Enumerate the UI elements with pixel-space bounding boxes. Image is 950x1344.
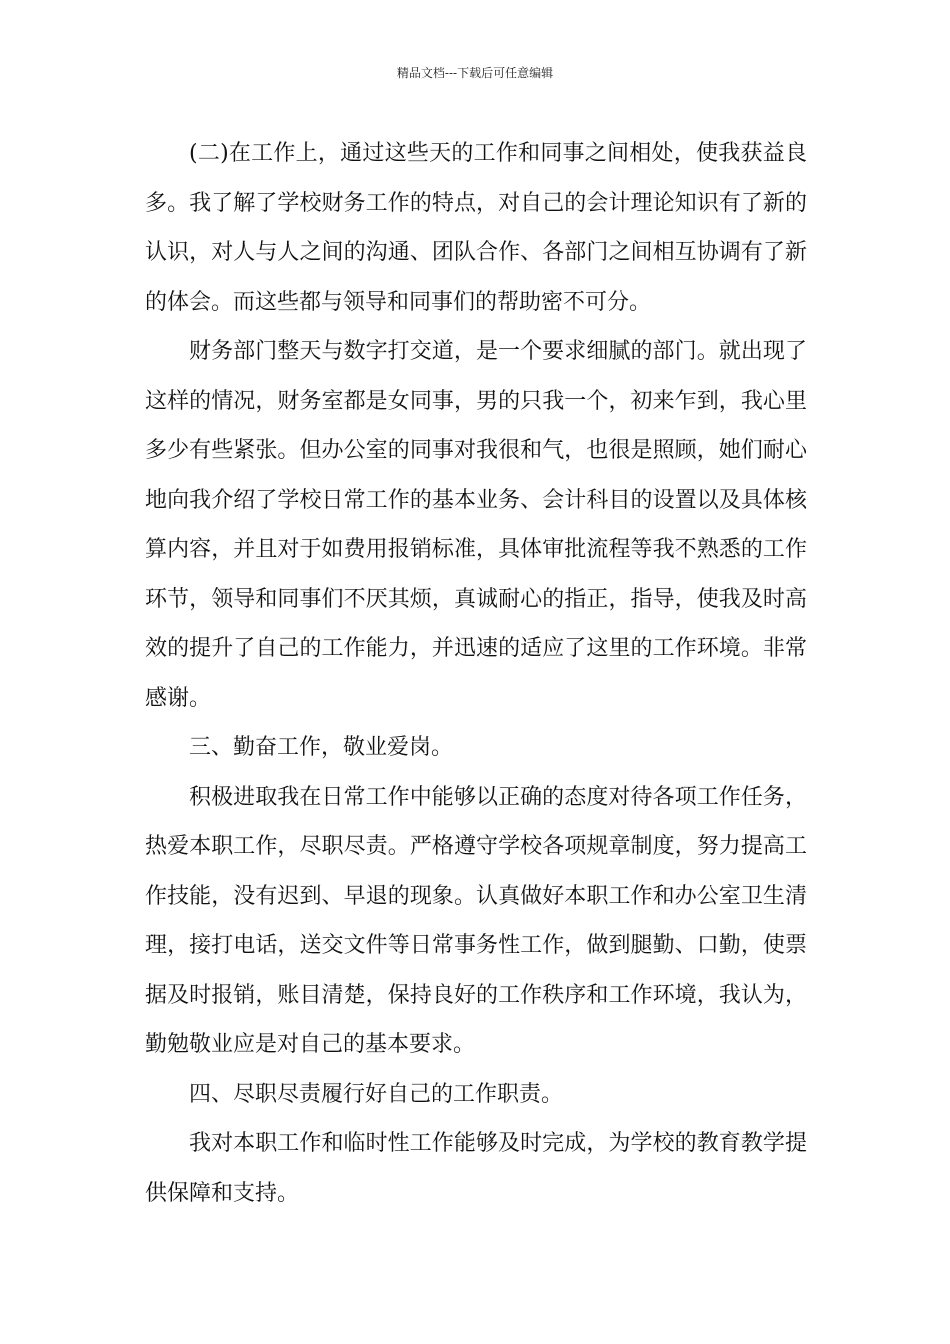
section-heading-diligence: 三、勤奋工作，敬业爱岗。 (189, 735, 454, 760)
document-body (145, 129, 807, 1218)
page-header: 精品文档---下载后可任意编辑 (396, 66, 554, 80)
paragraph-work-experience: (二)在工作上，通过这些天的工作和同事之间相处，使我获益良多。我了解了学校财务工作的特点，对自己的会计理论知识有了新的认识，对人与人之间的沟通、团队合作、各部门之间相互协调有了新的体会。而这些都与领导和同事们的帮助密不可分。 (145, 141, 807, 315)
paragraph-duties: 我对本职工作和临时性工作能够及时完成，为学校的教育教学提供保障和支持。 (145, 1131, 807, 1206)
paragraph-diligence: 积极进取我在日常工作中能够以正确的态度对待各项工作任务，热爱本职工作，尽职尽责。严格遵守学校各项规章制度，努力提高工作技能，没有迟到、早退的现象。认真做好本职工作和办公室卫生清理，接打电话，送交文件等日常事务性工作，做到腿勤、口勤，使票据及时报销，账目清楚，保持良好的工作秩序和工作环境，我认为，勤勉敬业应是对自己的基本要求。 (145, 784, 807, 1057)
paragraph-finance-department: 财务部门整天与数字打交道，是一个要求细腻的部门。就出现了这样的情况，财务室都是女同事，男的只我一个，初来乍到，我心里多少有些紧张。但办公室的同事对我很和气，也很是照顾，她们耐心地向我介绍了学校日常工作的基本业务、会计科目的设置以及具体核算内容，并且对于如费用报销标准，具体审批流程等我不熟悉的工作环节，领导和同事们不厌其烦，真诚耐心的指正，指导，使我及时高效的提升了自己的工作能力，并迅速的适应了这里的工作环境。非常感谢。 (145, 339, 807, 711)
section-heading-duties: 四、尽职尽责履行好自己的工作职责。 (189, 1081, 564, 1107)
